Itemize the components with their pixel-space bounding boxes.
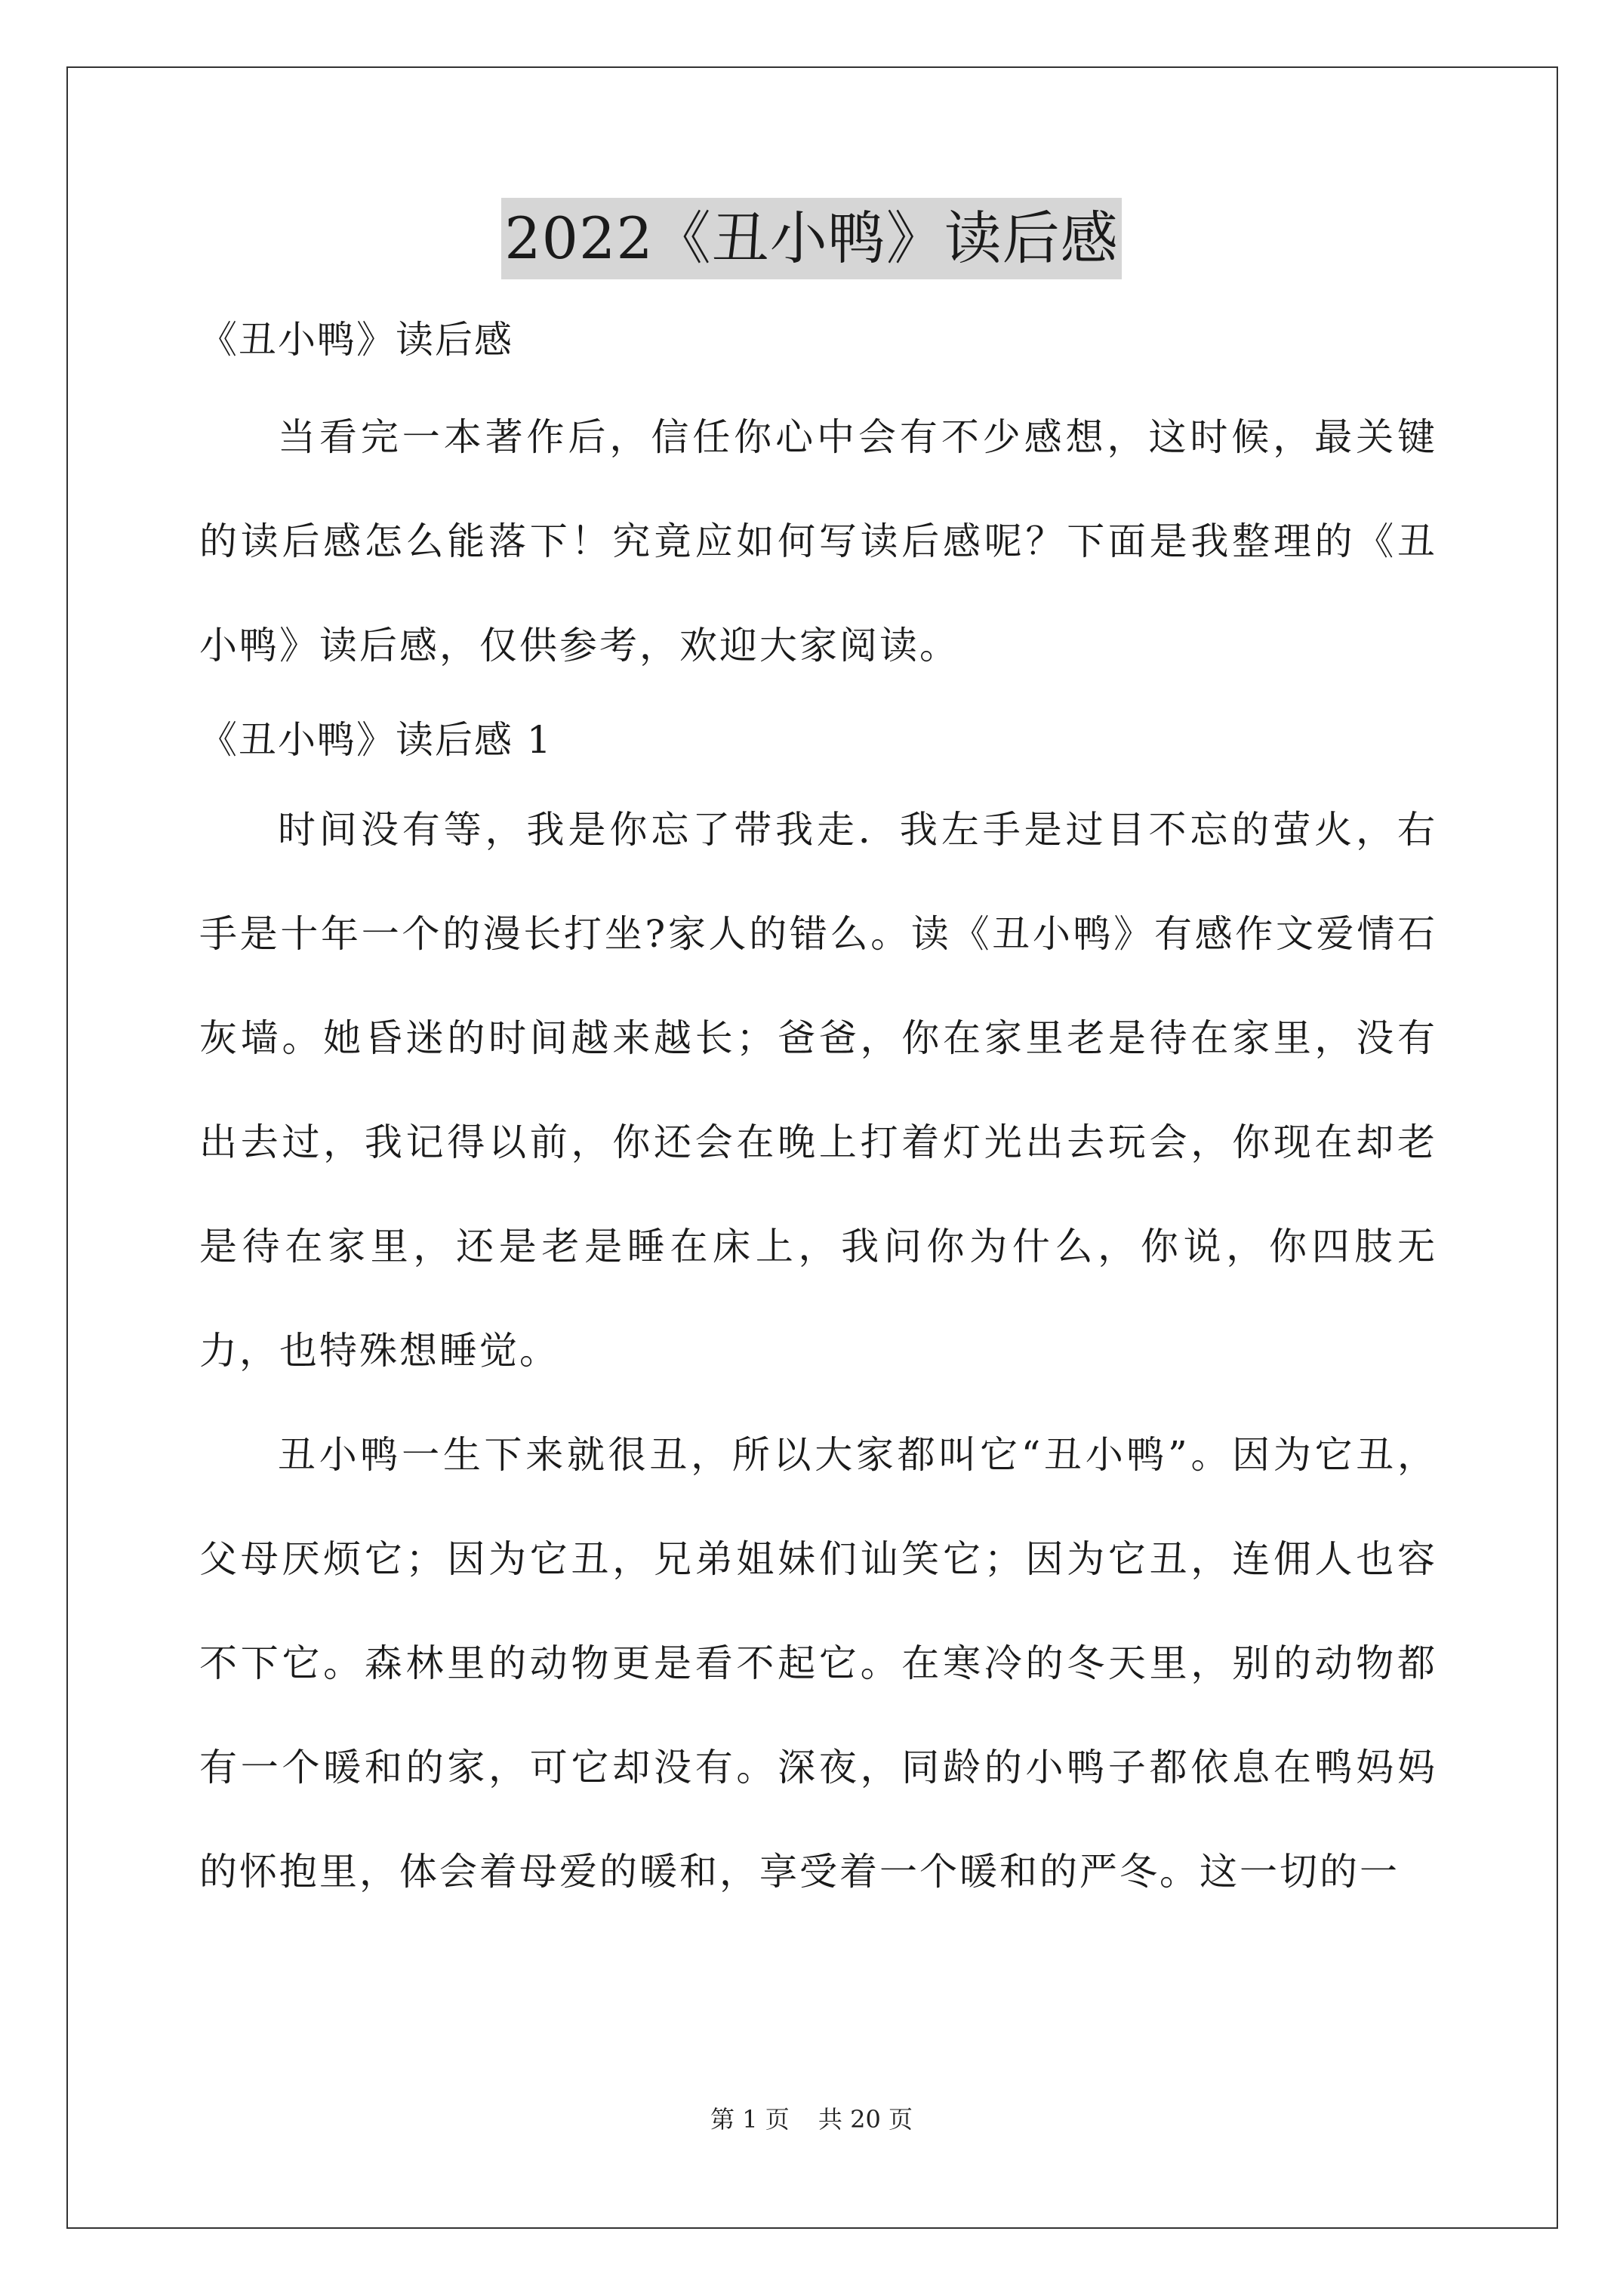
body-paragraph-1: 时间没有等，我是你忘了带我走．我左手是过目不忘的萤火，右手是十年一个的漫长打坐?家人的错么。读《丑小鸭》有感作文爱情石灰墙。她昏迷的时间越来越长；爸爸，你在家里老是待在家里，没有出去过，我记得以前，你还会在晚上打着灯光出去玩会，你现在却老是待在家里，还是老是睡在床上，我问你为什么，你说，你四肢无力，也特殊想睡觉。 (199, 808, 1437, 1373)
page-total: 共 20 页 (818, 2105, 913, 2134)
body-paragraph-2: 丑小鸭一生下来就很丑，所以大家都叫它“丑小鸭”。因为它丑，父母厌烦它；因为它丑，兄弟姐妹们讪笑它；因为它丑，连佣人也容不下它。森林里的动物更是看不起它。在寒冷的冬天里，别的动物都有一个暖和的家，可它却没有。深夜，同龄的小鸭子都依息在鸭妈妈的怀抱里，体会着母爱的暖和，享受着一个暖和的严冬。这一切的一 (199, 1433, 1437, 1894)
page-footer (0, 2104, 1623, 2134)
section-heading: 《丑小鸭》读后感 1 (199, 718, 553, 762)
intro-paragraph: 当看完一本著作后，信任你心中会有不少感想，这时候，最关键的读后感怎么能落下！究竟应如何写读后感呢？下面是我整理的《丑小鸭》读后感，仅供参考，欢迎大家阅读。 (199, 415, 1437, 667)
article-heading: 《丑小鸭》读后感 (199, 318, 513, 362)
document-title: 2022《丑小鸭》读后感 (501, 198, 1121, 279)
page-number: 第 1 页 (710, 2105, 790, 2134)
document-body (199, 302, 1437, 1924)
title-container (0, 198, 1623, 279)
